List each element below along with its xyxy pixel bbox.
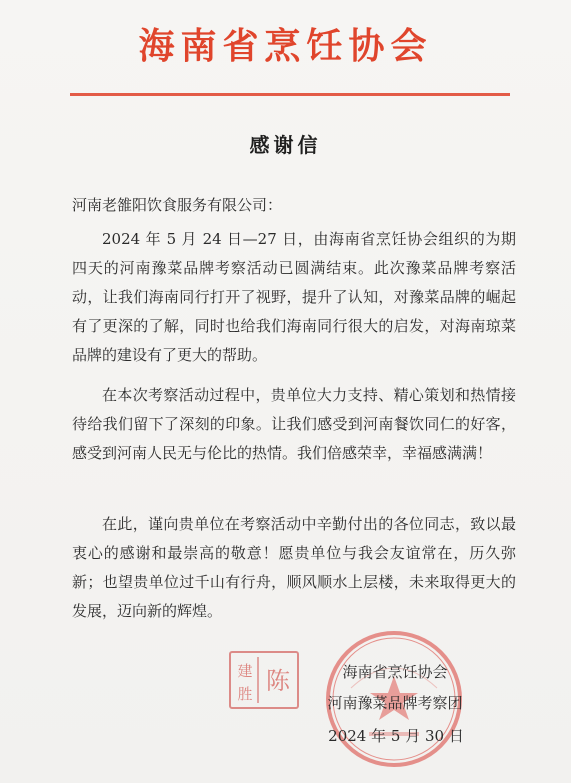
salutation: 河南老雒阳饮食服务有限公司： — [72, 196, 283, 214]
letterhead-org-title: 海南省烹饪协会 — [138, 26, 433, 67]
paragraph-1: 2024 年 5 月 24 日—27 日，由海南省烹饪协会组织的为期四天的河南豫菜品牌考察活动已圆满结束。此次豫菜品牌考察活动，让我们海南同行打开了视野，提升了认知，对豫菜品牌的崛起有了更深的了解，同时也给我们海南同行很大的启发，对海南琼菜品牌的建设有了更大的帮助。 — [72, 230, 516, 364]
personal-name-seal — [229, 651, 299, 709]
letter-title: 感谢信 — [249, 133, 322, 157]
signature-organization: 海南省烹饪协会 — [342, 663, 448, 681]
svg-text:建: 建 — [237, 662, 253, 680]
paragraph-2: 在本次考察活动过程中，贵单位大力支持、精心策划和热情接待给我们留下了深刻的印象。让我们感受到河南餐饮同仁的好客，感受到河南人民无与伦比的热情。我们倍感荣幸，幸福感满满！ — [72, 386, 516, 462]
letterhead-rule — [70, 93, 510, 96]
signature-delegation: 河南豫菜品牌考察团 — [327, 694, 463, 712]
svg-text:陈: 陈 — [266, 667, 290, 695]
paragraph-3: 在此，谨向贵单位在考察活动中辛勤付出的各位同志，致以最衷心的感谢和最崇高的敬意！愿贵单位与我会友谊常在，历久弥新；也望贵单位过千山有行舟，顺风顺水上层楼，未来取得更大的发展，迈向新的辉煌。 — [72, 515, 516, 620]
svg-text:胜: 胜 — [237, 685, 253, 703]
name-seal-graphic — [231, 653, 297, 707]
signature-date: 2024 年 5 月 30 日 — [328, 727, 464, 745]
